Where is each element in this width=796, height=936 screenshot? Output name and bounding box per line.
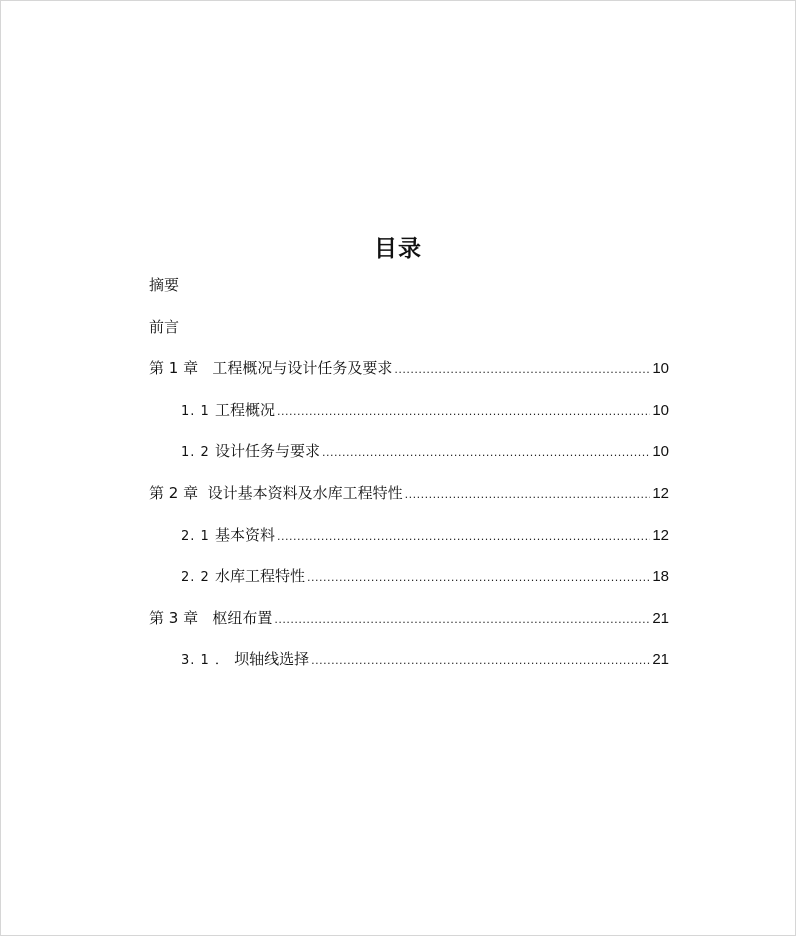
dot-leader bbox=[274, 608, 650, 632]
toc-entry-page: 21 bbox=[652, 651, 669, 669]
dot-leader bbox=[405, 483, 651, 507]
toc-entry-section-2-1[interactable] bbox=[149, 523, 669, 565]
toc-entry-page: 18 bbox=[652, 568, 669, 586]
toc-entry-number: 1. 2 bbox=[181, 445, 215, 461]
toc-entry-label: 坝轴线选择 bbox=[234, 650, 310, 669]
dot-leader bbox=[311, 649, 650, 673]
toc-entry-section-3-1[interactable] bbox=[149, 647, 669, 689]
toc-entry-page: 12 bbox=[652, 526, 669, 544]
toc-entry-number: 2. 1 bbox=[181, 528, 215, 544]
toc-entry-number: 1. 1 bbox=[181, 403, 215, 419]
toc-entry-label: 设计基本资料及水库工程特性 bbox=[207, 483, 403, 502]
toc-entry-label: 前言 bbox=[149, 317, 180, 336]
dot-leader bbox=[307, 566, 650, 590]
toc-entry-page: 21 bbox=[652, 609, 669, 627]
toc-entry-page: 10 bbox=[652, 401, 669, 419]
toc-entry-label: 工程概况与设计任务及要求 bbox=[212, 359, 393, 378]
toc-entry-section-2-2[interactable] bbox=[149, 564, 669, 606]
toc-entry-chapter-2[interactable] bbox=[149, 481, 669, 523]
toc-entry-number: 第 1 章 bbox=[149, 359, 213, 378]
table-of-contents bbox=[149, 273, 669, 689]
toc-entry-chapter-1[interactable] bbox=[149, 356, 669, 398]
dot-leader bbox=[394, 358, 650, 382]
toc-entry-number: 3. 1 ． bbox=[181, 653, 235, 669]
toc-entry-page: 10 bbox=[652, 443, 669, 461]
toc-entry-section-1-1[interactable] bbox=[149, 398, 669, 440]
toc-title: 目录 bbox=[374, 236, 422, 262]
toc-entry-preface[interactable] bbox=[149, 315, 669, 357]
toc-entry-label: 摘要 bbox=[149, 276, 180, 294]
toc-entry-chapter-3[interactable] bbox=[149, 606, 669, 648]
toc-entry-page: 12 bbox=[652, 484, 669, 502]
toc-entry-label: 工程概况 bbox=[214, 400, 275, 419]
toc-entry-number: 2. 2 bbox=[181, 570, 215, 586]
toc-entry-label: 设计任务与要求 bbox=[214, 442, 320, 461]
toc-entry-section-1-2[interactable] bbox=[149, 439, 669, 481]
dot-leader bbox=[322, 441, 650, 465]
dot-leader bbox=[277, 525, 650, 549]
toc-entry-label: 水库工程特性 bbox=[214, 567, 305, 586]
toc-entry-label: 枢纽布置 bbox=[212, 608, 273, 627]
toc-entry-label: 基本资料 bbox=[214, 525, 275, 544]
toc-entry-page: 10 bbox=[652, 360, 669, 378]
toc-entry-number: 第 2 章 bbox=[149, 483, 208, 502]
toc-entry-number: 第 3 章 bbox=[149, 608, 213, 627]
dot-leader bbox=[277, 400, 650, 424]
toc-entry-abstract[interactable] bbox=[149, 273, 669, 315]
